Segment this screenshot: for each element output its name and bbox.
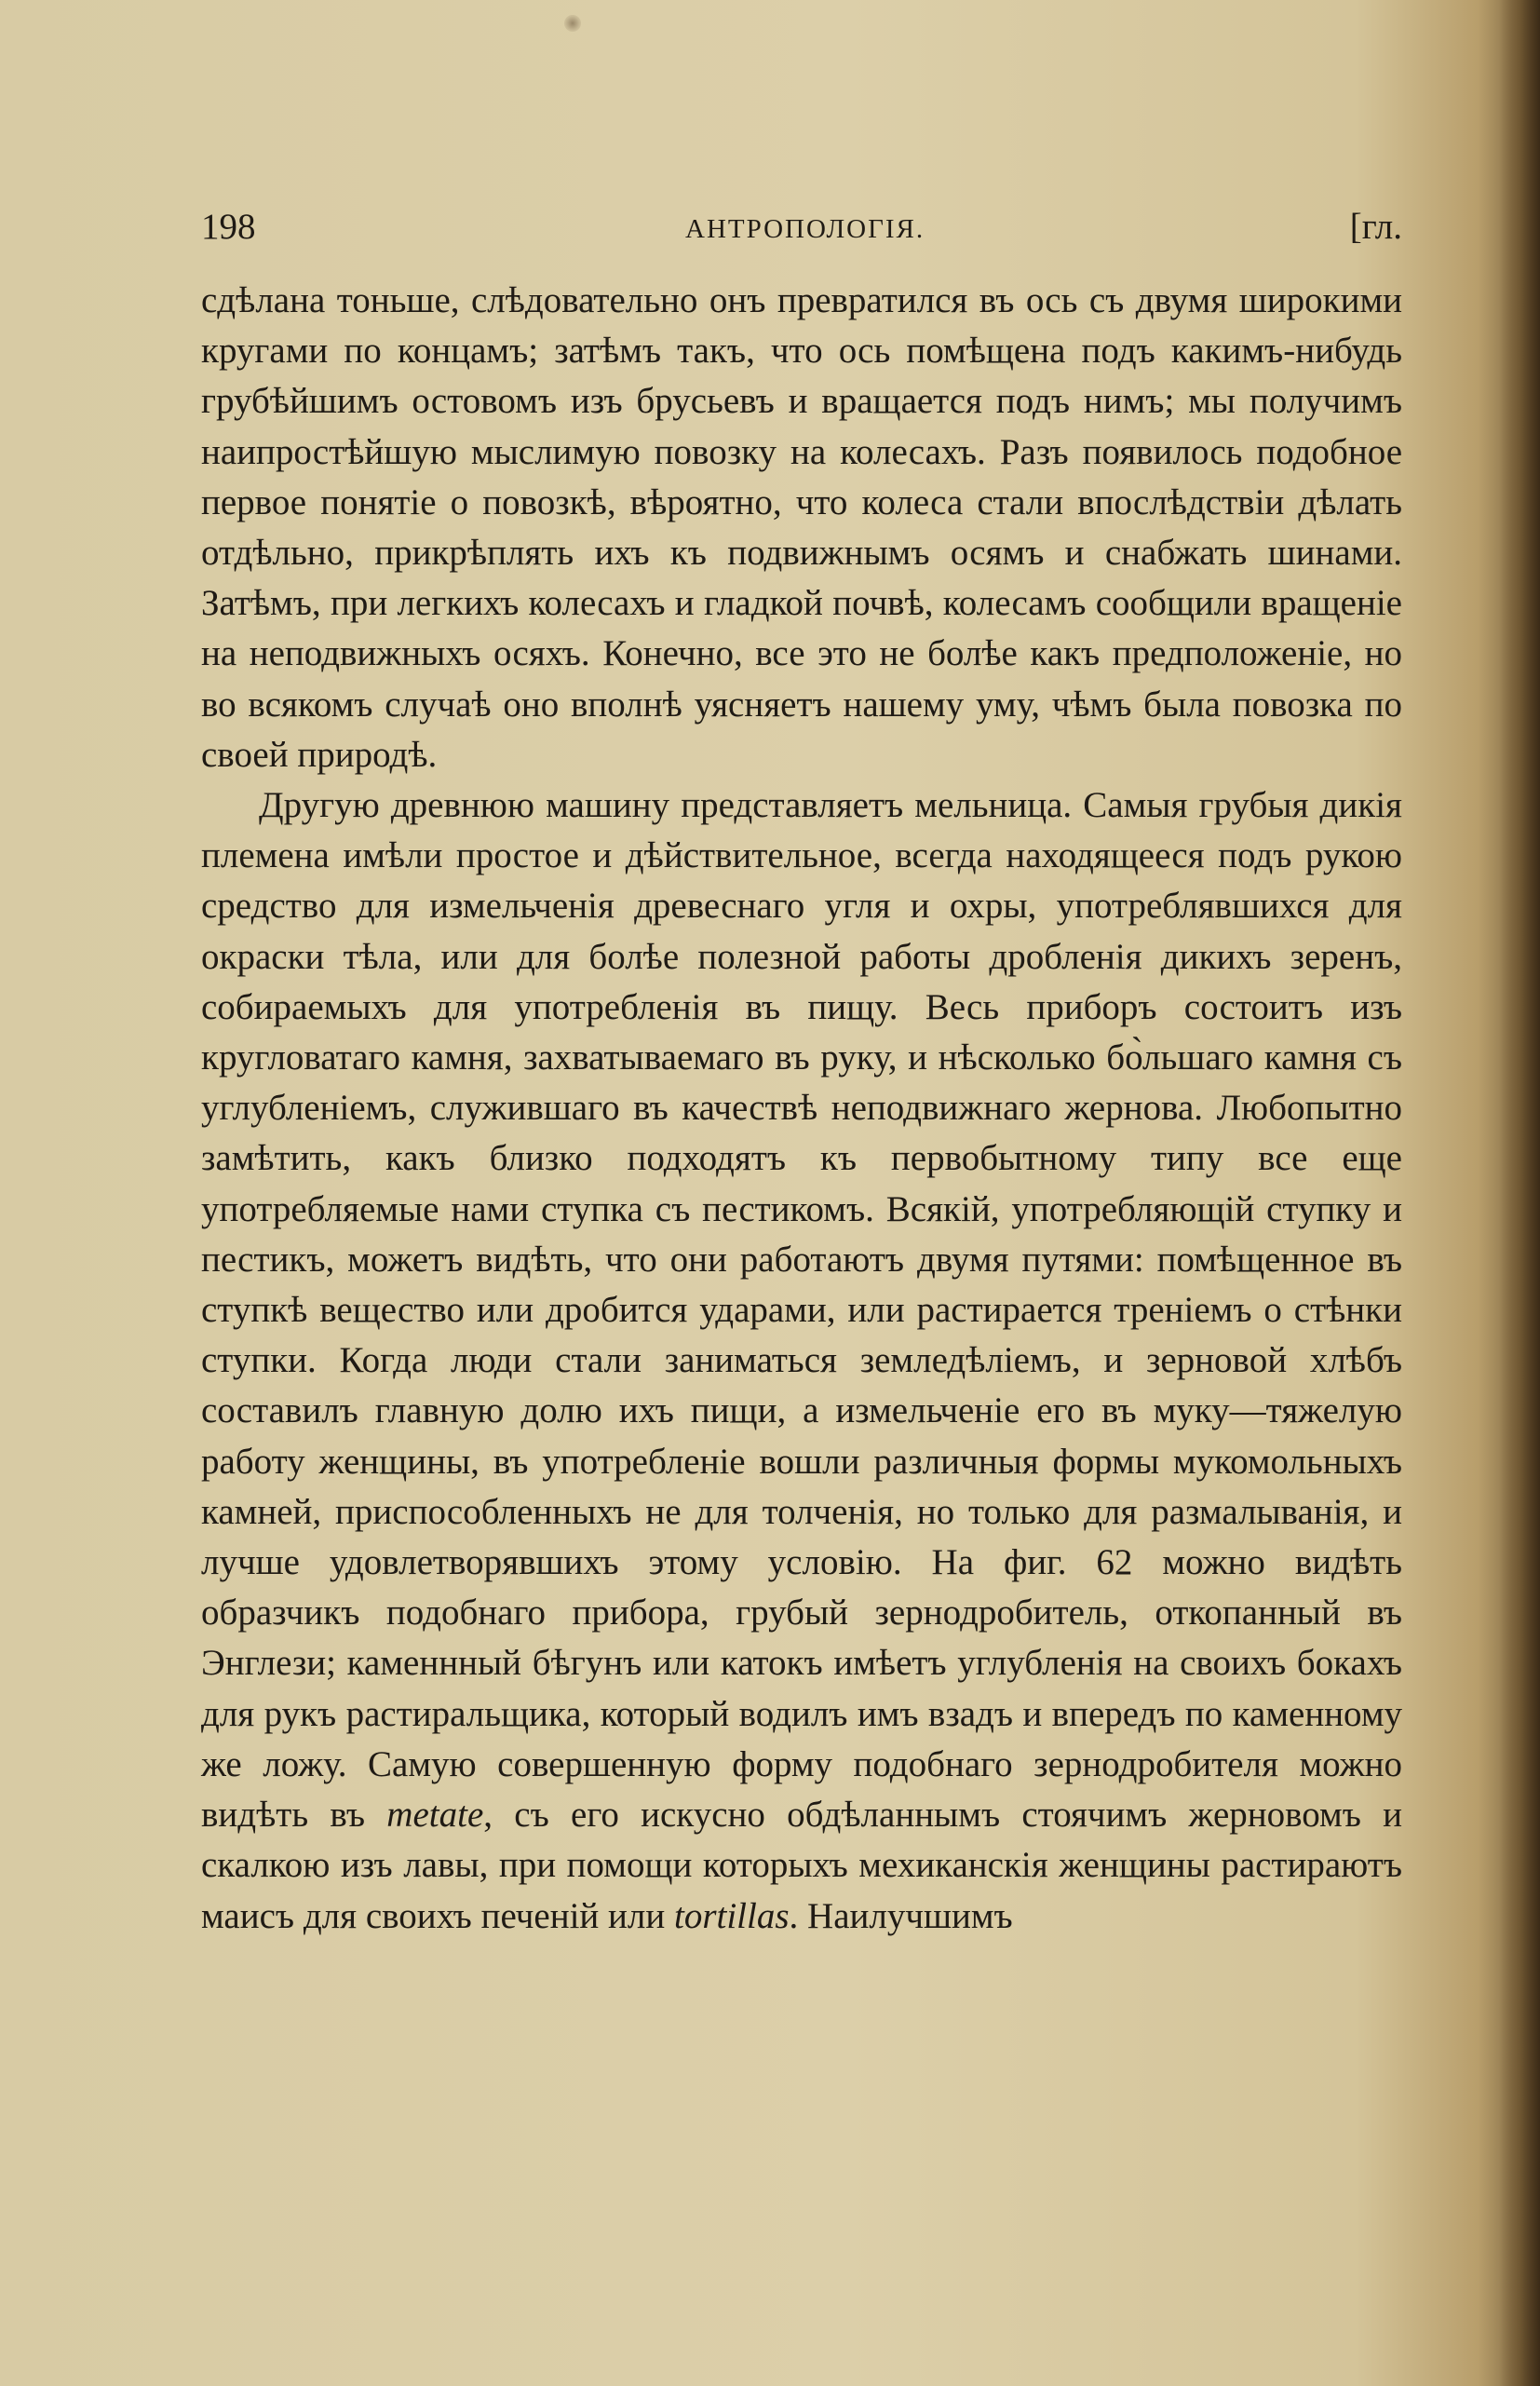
paragraph-2-middle: , съ его искусно обдѣланнымъ стоячимъ жерновомъ и скалкою изъ лавы, при помощи которыхъ мехиканскія женщины растираютъ маисъ для своихъ печеній или bbox=[201, 1795, 1403, 1936]
paragraph-1: сдѣлана тоньше, слѣдовательно онъ превратился въ ось съ двумя широкими кругами по концамъ; затѣмъ такъ, что ось помѣщена подъ какимъ-нибудь грубѣйшимъ остовомъ изъ брусьевъ и вращается подъ нимъ; мы получимъ наипростѣйшую мыслимую повозку на колесахъ. Разъ появилось подобное первое понятіе о повозкѣ, вѣроятно, что колеса стали впослѣдствіи дѣлать отдѣльно, прикрѣплять ихъ къ подвижнымъ осямъ и снабжать шинами. Затѣмъ, при легкихъ колесахъ и гладкой почвѣ, колесамъ сообщили вращеніе на неподвижныхъ осяхъ. Конечно, все это не болѣе какъ предположеніе, но во всякомъ случаѣ оно вполнѣ уясняетъ нашему уму, чѣмъ была повозка по своей природѣ. bbox=[201, 280, 1402, 775]
italic-word-tortillas: tortillas bbox=[674, 1895, 790, 1936]
page-edge-shadow bbox=[1499, 0, 1540, 2386]
page-number: 198 bbox=[201, 207, 256, 247]
body-text bbox=[201, 276, 1402, 1942]
italic-word-metate: metate bbox=[386, 1795, 484, 1836]
paragraph-2-end: . Наилучшимъ bbox=[789, 1895, 1013, 1936]
page-header bbox=[201, 201, 1402, 253]
paragraph-2-start: Другую древнюю машину представляетъ мельница. Самыя грубыя дикія племена имѣли простое и дѣйствительное, всегда находящееся подъ рукою средство для измельченія древеснаго угля и охры, употреблявшихся для окраски тѣла, или для болѣе полезной работы дробленія дикихъ зеренъ, собираемыхъ для употребленія въ пищу. Весь приборъ состоитъ изъ кругловатаго камня, захватываемаго въ руку, и нѣсколько бо̀льшаго камня съ углубленіемъ, служившаго въ качествѣ неподвижнаго жернова. Любопытно замѣтить, какъ близко подходятъ къ первобытному типу все еще употребляемые нами ступка съ пестикомъ. Всякій, употребляющій ступку и пестикъ, можетъ видѣть, что они работаютъ двумя путями: помѣщенное въ ступкѣ вещество или дробится ударами, или растирается треніемъ о стѣнки ступки. Когда люди стали заниматься земледѣліемъ, и зерновой хлѣбъ составилъ главную долю ихъ пищи, а измельченіе его въ муку—тяжелую работу женщины, въ употребленіе вошли различныя формы мукомольныхъ камней, приспособленныхъ не для толченія, но только для размалыванія, и лучше удовлетворявшихъ этому условію. На фиг. 62 можно видѣть образчикъ подобнаго прибора, грубый зернодробитель, откопанный въ Энглези; каменнный бѣгунъ или катокъ имѣетъ углубленія на своихъ бокахъ для рукъ растиральщика, который водилъ имъ взадъ и впередъ по каменному же ложу. Самую совершенную форму подобнаго зернодробителя можно видѣть въ bbox=[201, 785, 1402, 1836]
paragraph-2 bbox=[201, 780, 1402, 1942]
ink-mark bbox=[564, 15, 581, 32]
running-title: АНТРОПОЛОГІЯ. bbox=[685, 214, 925, 244]
chapter-marker: [гл. bbox=[1349, 207, 1402, 247]
